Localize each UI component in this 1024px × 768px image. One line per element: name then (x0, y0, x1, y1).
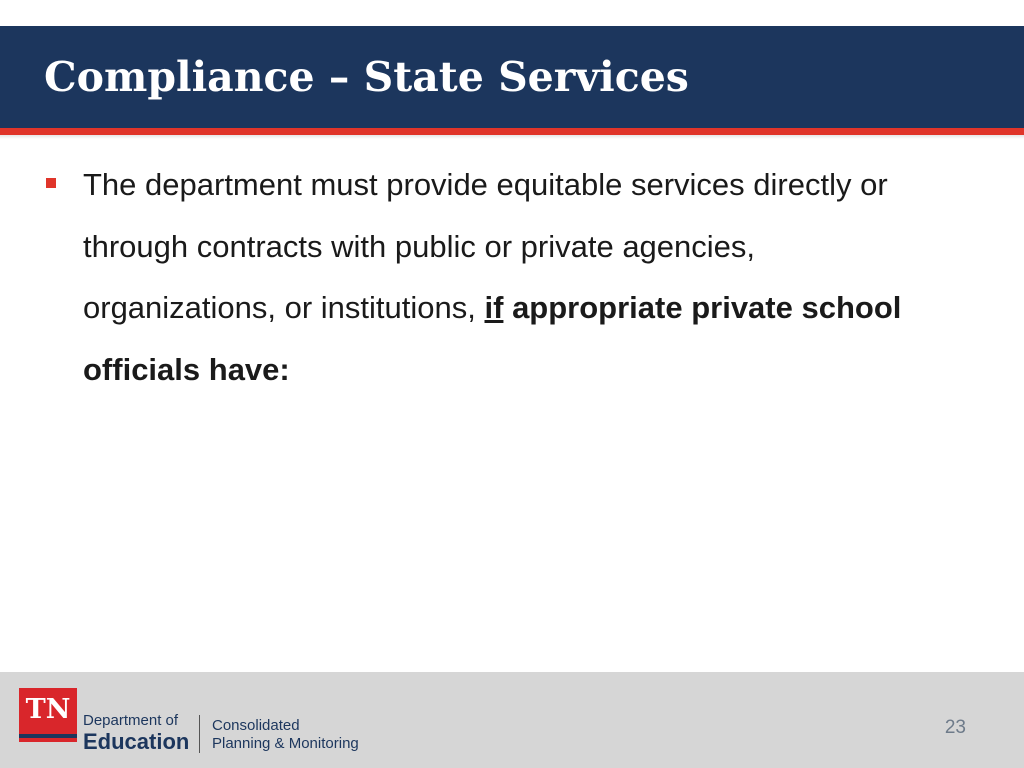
tn-logo-text: TN (25, 694, 71, 725)
bullet-text-bold: appropriate private school officials have: (83, 290, 902, 387)
dept-name-line2: Education (83, 729, 190, 754)
footer (0, 672, 1024, 768)
tn-logo-stripe (19, 734, 77, 738)
bullet-text-plain: The department must provide equitable services directly or through contracts with public or private agencies, organizations, or institutions, (83, 167, 888, 325)
title-accent-rule (0, 128, 1024, 135)
bullet-text-if: if (484, 290, 504, 325)
square-bullet-icon (46, 178, 56, 188)
bullet-text (83, 167, 901, 387)
dept-name-line1: Department of (83, 712, 179, 729)
tn-logo-badge (19, 688, 77, 742)
bullet-item (0, 154, 943, 400)
bullet-list (0, 154, 1024, 400)
slide-title: Compliance – State Services (44, 53, 689, 101)
title-shadow (0, 135, 1024, 139)
office-name-line2: Planning & Monitoring (212, 735, 359, 752)
page-number: 23 (944, 717, 966, 738)
office-name-line1: Consolidated (212, 717, 300, 734)
footer-divider (199, 715, 200, 753)
